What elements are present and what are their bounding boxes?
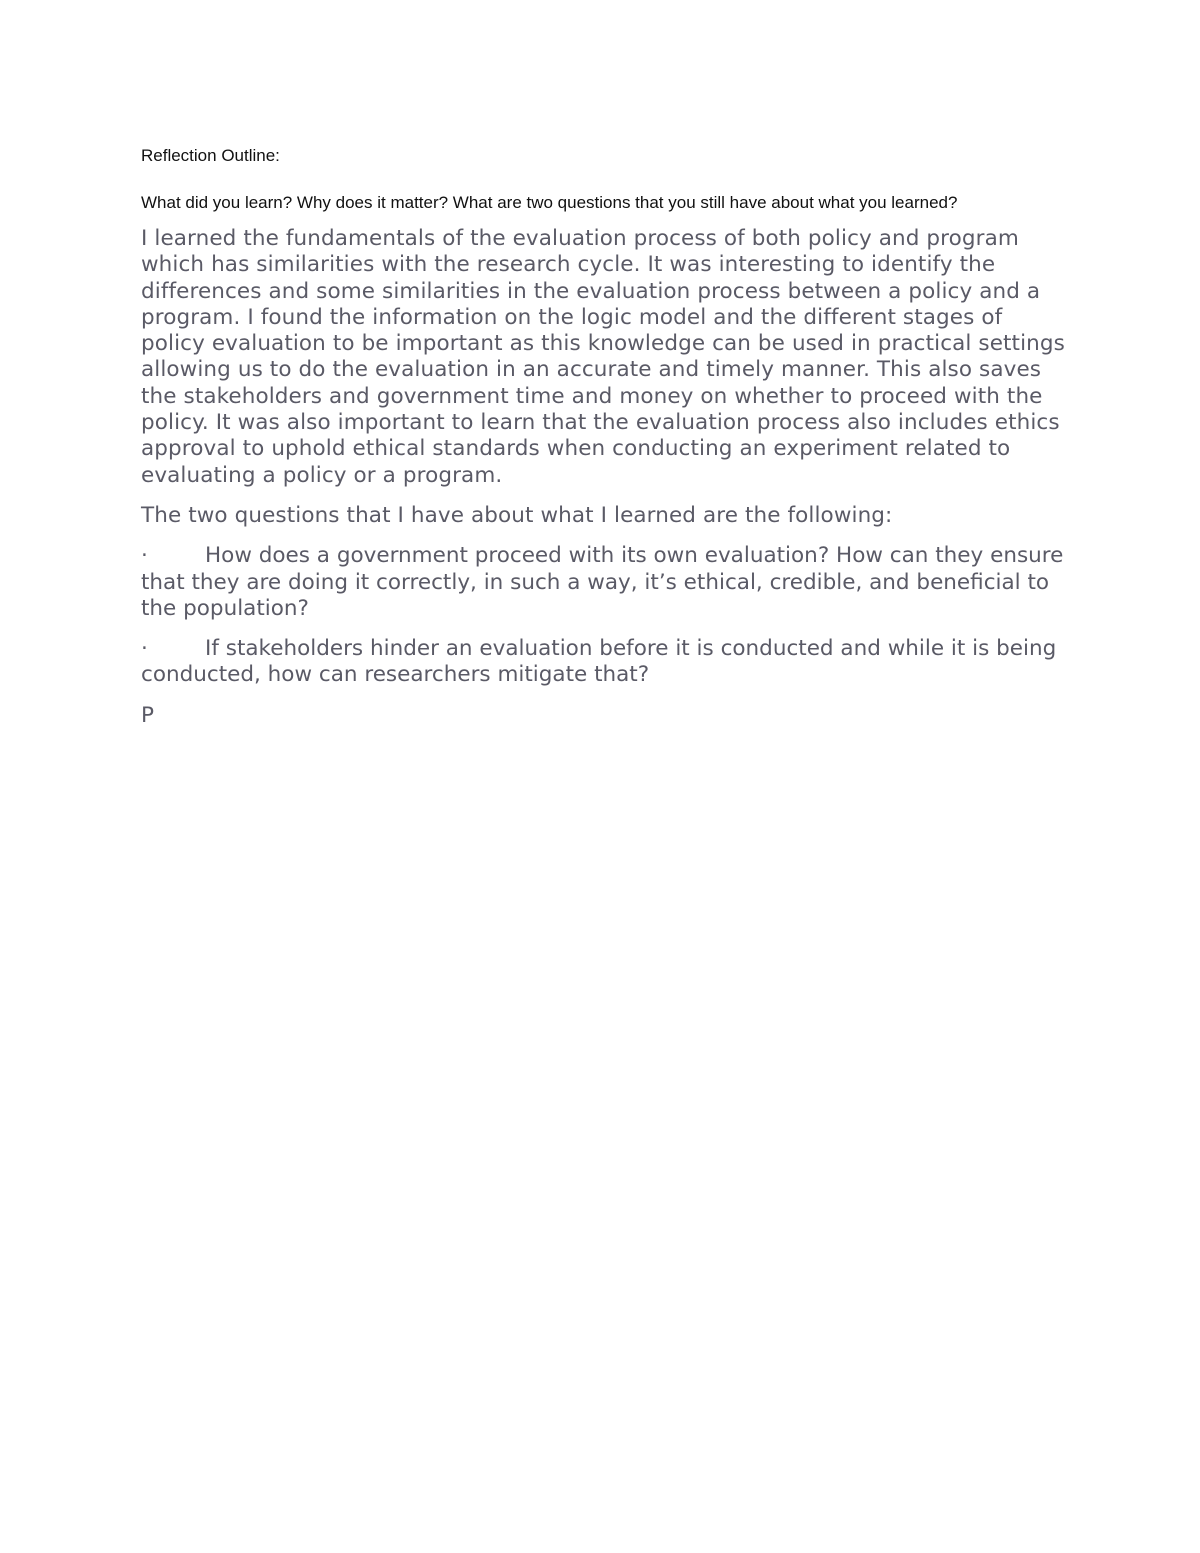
document-content <box>141 143 1071 743</box>
bullet-dot-icon: · <box>141 636 148 662</box>
question-item <box>141 636 1071 689</box>
outline-heading: Reflection Outline: <box>141 146 280 165</box>
question-item <box>141 543 1071 622</box>
question-text: How does a government proceed with its own evaluation? How can they ensure that they are doing it correctly, in such a way, it’s ethical, credible, and beneficial to the population? <box>141 543 1064 621</box>
trailing-text: P <box>141 702 155 728</box>
bullet-dot-icon: · <box>141 543 148 569</box>
reflection-prompt: What did you learn? Why does it matter? What are two questions that you still have about what you learned? <box>141 193 958 212</box>
question-text: If stakeholders hinder an evaluation before it is conducted and while it is being conducted, how can researchers mitigate that? <box>141 636 1057 688</box>
reflection-paragraph: I learned the fundamentals of the evaluation process of both policy and program which has similarities with the research cycle. It was interesting to identify the differences and some similarities in the evaluation process between a policy and a program. I found the information on the logic model and the different stages of policy evaluation to be important as this knowledge can be used in practical settings allowing us to do the evaluation in an accurate and timely manner. This also saves the stakeholders and government time and money on whether to proceed with the policy. It was also important to learn that the evaluation process also includes ethics approval to uphold ethical standards when conducting an experiment related to evaluating a policy or a program. <box>141 226 1065 488</box>
questions-intro: The two questions that I have about what I learned are the following: <box>141 502 893 528</box>
